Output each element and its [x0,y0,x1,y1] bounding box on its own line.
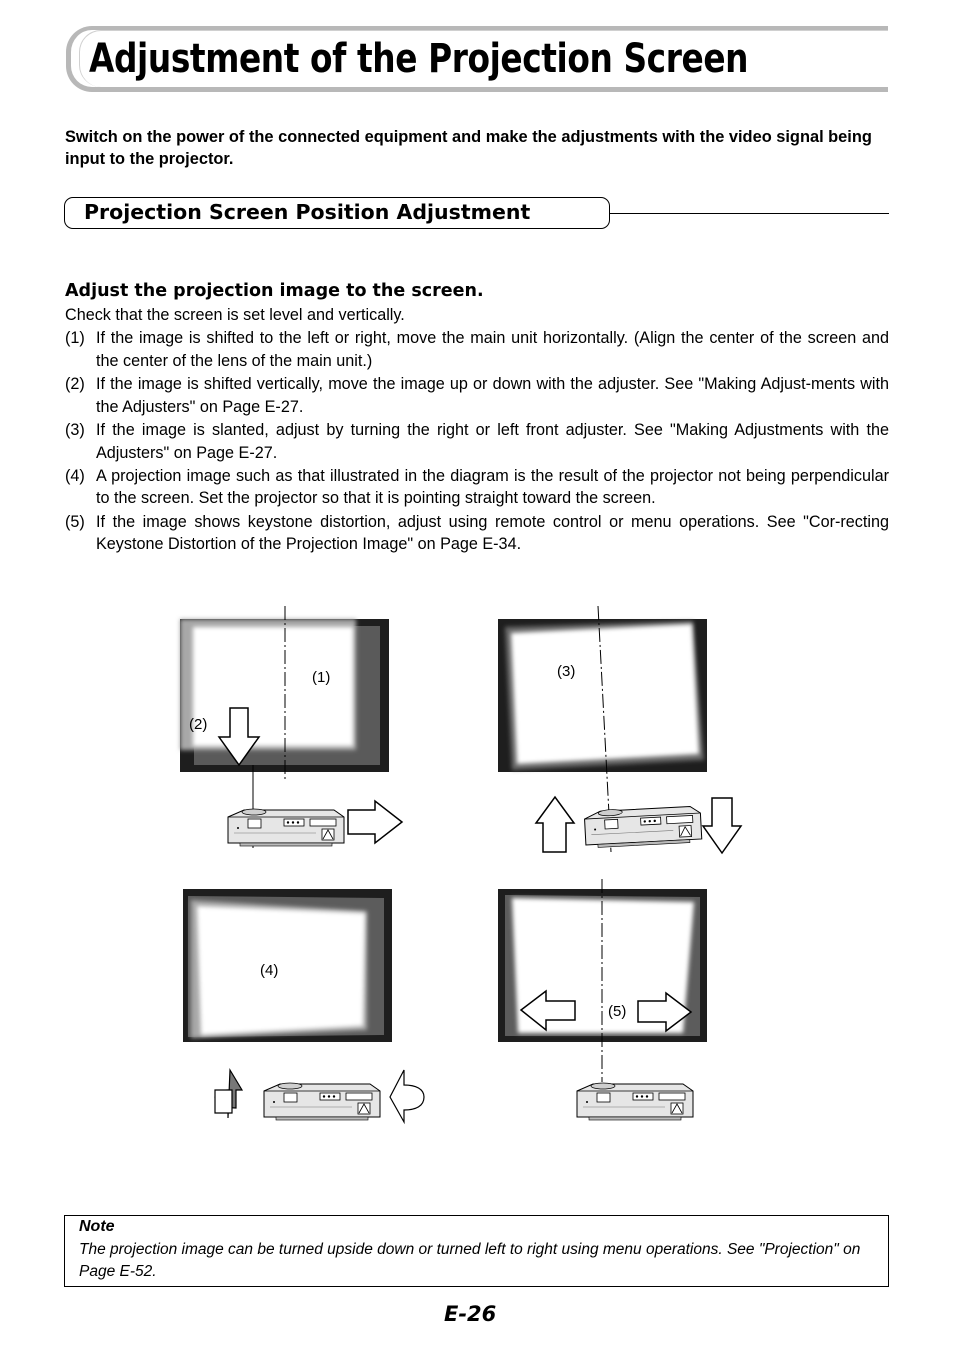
projector-icon [228,809,344,846]
projector-icon [577,1083,693,1120]
figure-label-1: (1) [312,669,331,686]
figure-label-5: (5) [608,1003,627,1020]
rotate-arrow-icon [390,1070,424,1122]
note-text: The projection image can be turned upside down or turned left to right using menu operations. See "Projection" on Page E-52. [79,1241,861,1280]
projector-icon [584,805,702,848]
step-number: (1) [65,329,85,347]
arrow-right-icon [348,801,402,843]
step-text: If the image is shifted vertically, move the image up or down with the adjuster. See "Making Adjust-ments with the Adjusters" on Page E-27. [96,374,889,416]
projector-icon [264,1083,380,1120]
section-title: Projection Screen Position Adjustment [84,200,531,224]
lead-text: Check that the screen is set level and vertically. [65,306,405,324]
projected-image-skewed [197,906,365,1035]
step-text: If the image is shifted to the left or right, move the main unit horizontally. (Align the center of the screen and the center of the lens of the main unit.) [96,329,889,370]
sub-heading: Adjust the projection image to the screen. [65,281,484,301]
intro-paragraph: Switch on the power of the connected equipment and make the adjustments with the video signal being input to the projector. [65,128,872,168]
step-number: (2) [65,374,85,393]
step-number: (4) [65,466,85,485]
figure-label-4: (4) [260,962,279,979]
note-title: Note [79,1218,115,1235]
figure-label-2: (2) [189,716,208,733]
arrow-up-icon [536,797,574,852]
step-number: (3) [65,420,85,439]
step-text: If the image is slanted, adjust by turning the right or left front adjuster. See "Making Adjustments with the Adjusters" on Page E-27. [96,420,889,462]
figure-label-3: (3) [557,663,576,680]
page-number: E-26 [444,1302,497,1326]
page-title: Adjustment of the Projection Screen [89,36,749,82]
projected-image-shifted [193,627,353,746]
step-text: If the image shows keystone distortion, adjust using remote control or menu operations. See "Cor-recting Keystone Distortion of the Projection Image" on Page E-34. [96,512,889,554]
arrow-down-icon [703,798,741,853]
step-number: (5) [65,512,85,531]
step-text: A projection image such as that illustrated in the diagram is the result of the projector not being perpendicular to the screen. Set the projector so that it is pointing straight toward the screen. [96,466,889,508]
